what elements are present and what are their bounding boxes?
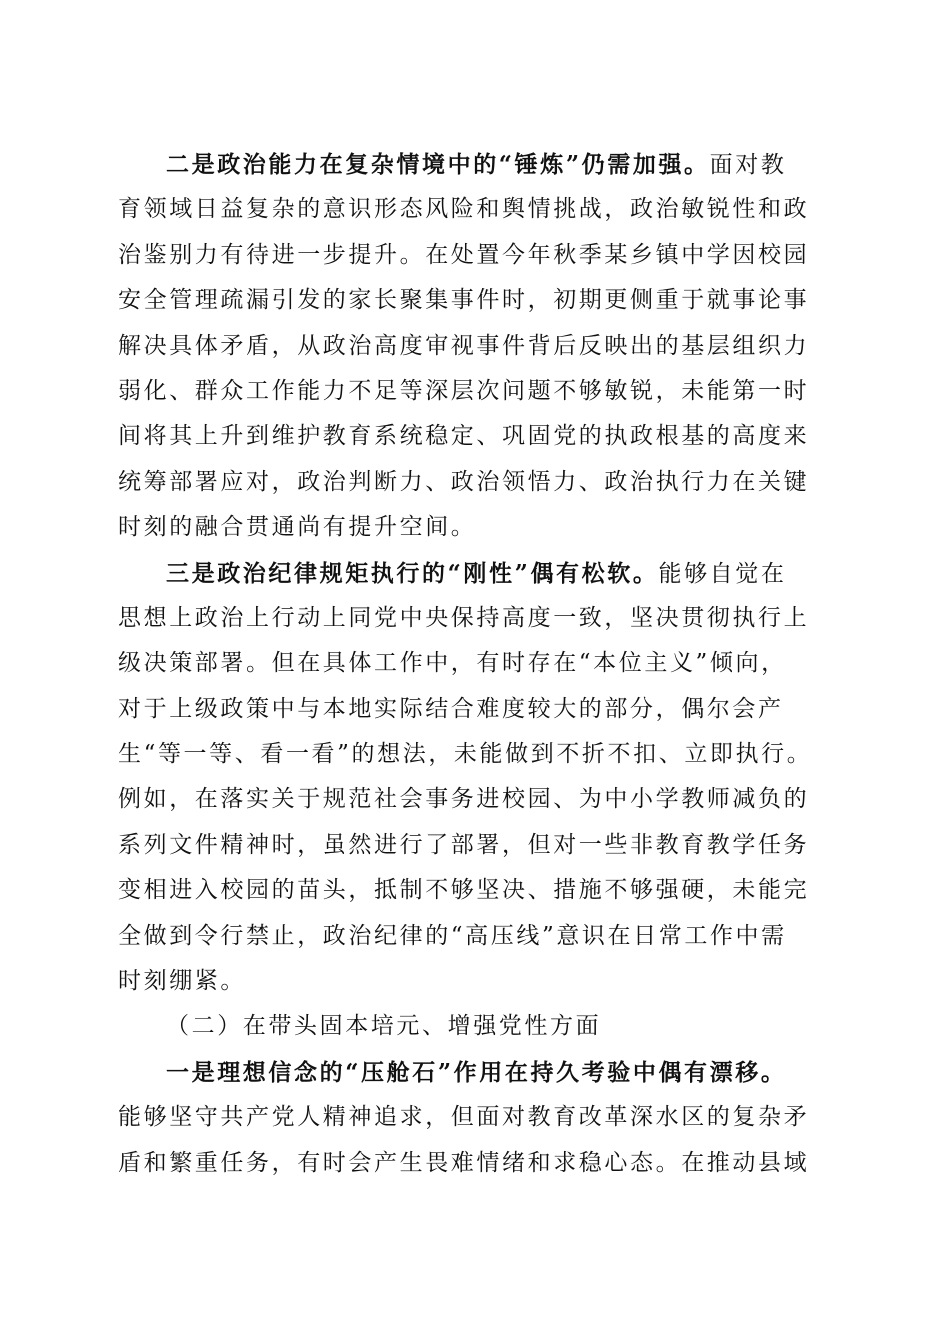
paragraph-1-lead: 二是政治能力在复杂情境中的“锤炼”仍需加强。	[166, 151, 710, 178]
paragraph-3-lead: 一是理想信念的“压舱石”作用在持久考验中偶有漂移。	[166, 1058, 787, 1086]
paragraph-1-text: 面对教	[709, 152, 787, 178]
paragraph-2-line-7: 系列文件精神时，虽然进行了部署，但对一些非教育教学任务	[118, 831, 810, 858]
paragraph-2-text: 能够自觉在	[658, 560, 787, 587]
paragraph-3-line-2: 能够坚守共产党人精神追求，但面对教育改革深水区的复杂矛	[118, 1104, 810, 1131]
paragraph-1-line-7: 间将其上升到维护教育系统稳定、巩固党的执政根基的高度来	[118, 423, 810, 450]
paragraph-1-line-5: 解决具体矛盾，从政治高度审视事件背后反映出的基层组织力	[118, 332, 810, 359]
paragraph-2-line-2: 思想上政治上行动上同党中央保持高度一致，坚决贯彻执行上	[118, 604, 810, 631]
paragraph-1-line-1	[118, 142, 838, 187]
paragraph-1-line-8: 统筹部署应对，政治判断力、政治领悟力、政治执行力在关键	[118, 468, 810, 495]
paragraph-2-line-3: 级决策部署。但在具体工作中，有时存在“本位主义”倾向，	[118, 650, 787, 677]
section-heading: （二）在带头固本培元、增强党性方面	[166, 1013, 602, 1040]
paragraph-3-line-3: 盾和繁重任务，有时会产生畏难情绪和求稳心态。在推动县域	[118, 1149, 810, 1176]
paragraph-2-line-5: 生“等一等、看一看”的想法，未能做到不折不扣、立即执行。	[118, 741, 813, 768]
paragraph-1-line-3: 治鉴别力有待进一步提升。在处置今年秋季某乡镇中学因校园	[118, 241, 810, 268]
paragraph-1-line-4: 安全管理疏漏引发的家长聚集事件时，初期更侧重于就事论事	[118, 287, 810, 314]
paragraph-2-line-8: 变相进入校园的苗头，抵制不够坚决、措施不够强硬，未能完	[118, 877, 810, 904]
paragraph-3-line-1	[118, 1050, 838, 1095]
paragraph-1-line-6: 弱化、群众工作能力不足等深层次问题不够敏锐，未能第一时	[118, 377, 810, 404]
paragraph-1-line-9: 时刻的融合贯通尚有提升空间。	[118, 514, 477, 541]
paragraph-2-lead: 三是政治纪律规矩执行的“刚性”偶有松软。	[166, 559, 659, 587]
document-body	[118, 142, 838, 1186]
paragraph-1-line-2: 育领域日益复杂的意识形态风险和舆情挑战，政治敏锐性和政	[118, 196, 810, 223]
paragraph-2-line-4: 对于上级政策中与本地实际结合难度较大的部分，偶尔会产	[118, 695, 784, 722]
paragraph-2-line-10: 时刻绷紧。	[118, 968, 246, 995]
paragraph-2-line-9: 全做到令行禁止，政治纪律的“高压线”意识在日常工作中需	[118, 922, 787, 949]
paragraph-2-line-6: 例如，在落实关于规范社会事务进校园、为中小学教师减负的	[118, 786, 810, 813]
paragraph-2-line-1	[118, 551, 838, 596]
